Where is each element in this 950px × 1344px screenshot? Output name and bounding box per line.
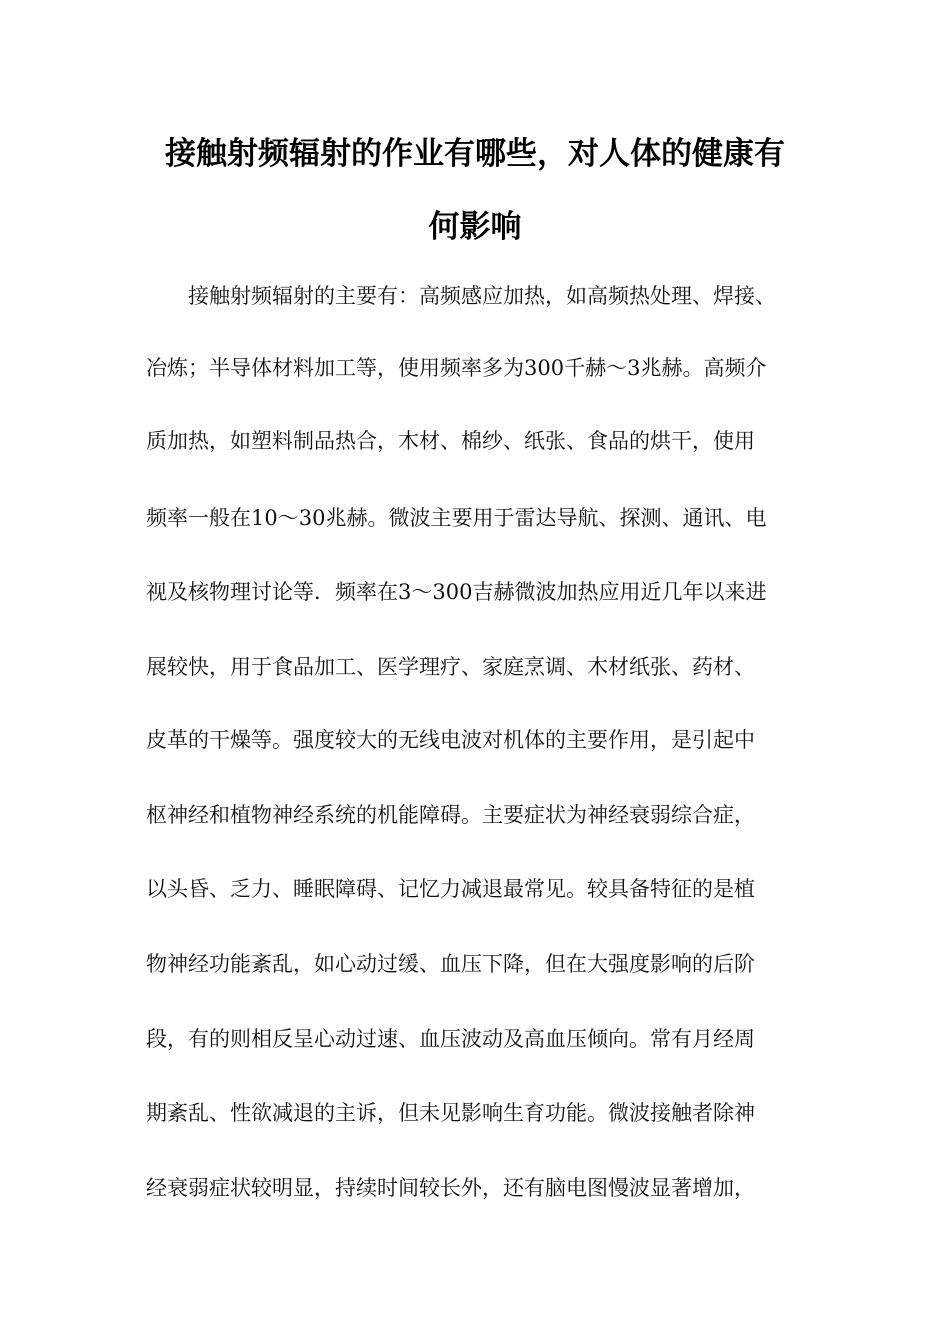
body-text-line: 枢神经和植物神经系统的机能障碍。主要症状为神经衰弱综合症，: [146, 803, 755, 827]
body-text-line: 质加热，如塑料制品热合，木材、棉纱、纸张、食品的烘干，使用: [146, 429, 755, 453]
body-text-line: 展较快，用于食品加工、医学理疗、家庭烹调、木材纸张、药材、: [146, 655, 755, 679]
body-text-line: 视及核物理讨论等．频率在3～300吉赫微波加热应用近几年以来进: [146, 580, 767, 604]
body-text-line: 接触射频辐射的主要有：高频感应加热，如高频热处理、焊接、: [188, 284, 776, 308]
body-text-line: 以头昏、乏力、睡眠障碍、记忆力减退最常见。较具备特征的是植: [146, 877, 755, 901]
page-title-line-1: 接触射频辐射的作业有哪些，对人体的健康有: [165, 136, 785, 172]
body-text-line: 冶炼；半导体材料加工等，使用频率多为300千赫～3兆赫。高频介: [146, 356, 767, 380]
body-text-line: 物神经功能紊乱，如心动过缓、血压下降，但在大强度影响的后阶: [146, 952, 755, 976]
body-text-line: 频率一般在10～30兆赫。微波主要用于雷达导航、探测、通讯、电: [146, 506, 767, 530]
body-text-line: 段，有的则相反呈心动过速、血压波动及高血压倾向。常有月经周: [146, 1027, 755, 1051]
page-title-line-2: 何影响: [428, 209, 522, 245]
body-text-line: 期紊乱、性欲减退的主诉，但未见影响生育功能。微波接触者除神: [146, 1101, 755, 1125]
body-text-line: 皮革的干燥等。强度较大的无线电波对机体的主要作用，是引起中: [146, 728, 755, 752]
body-text-line: 经衰弱症状较明显，持续时间较长外，还有脑电图慢波显著增加，: [146, 1176, 755, 1200]
